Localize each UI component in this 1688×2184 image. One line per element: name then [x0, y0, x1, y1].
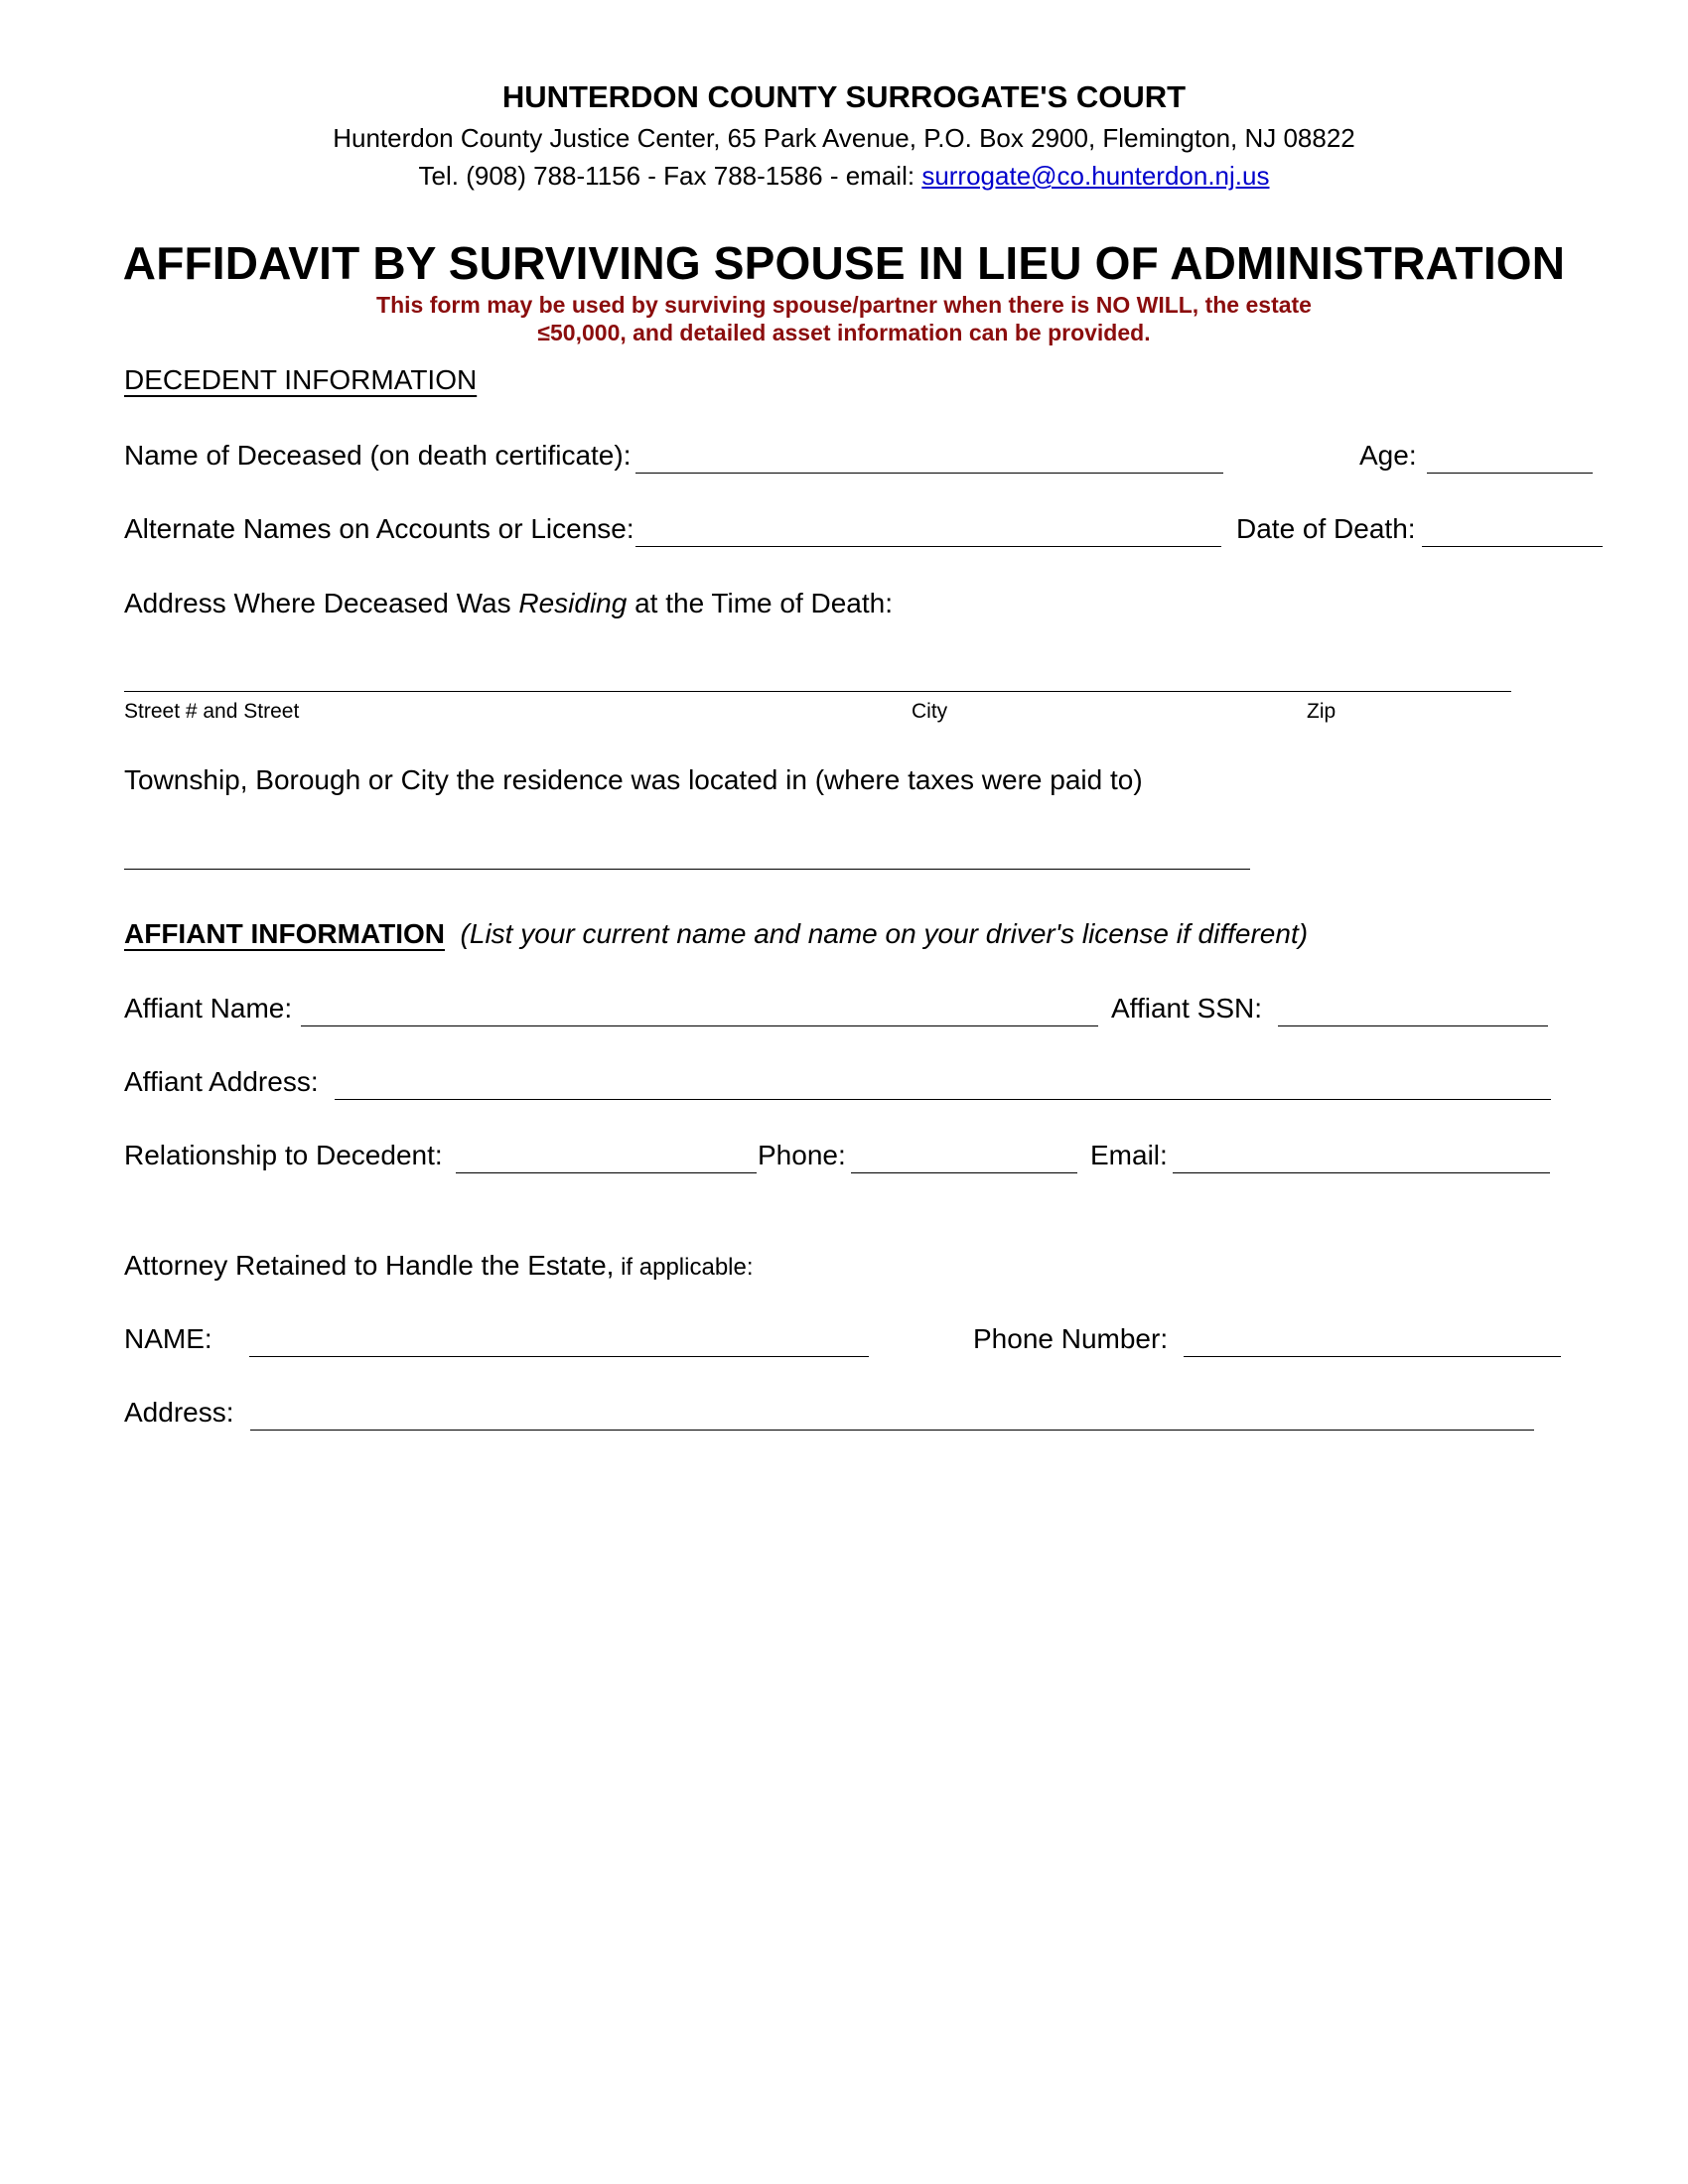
- affiant-phone-field[interactable]: [851, 1172, 1077, 1173]
- township-field[interactable]: [124, 869, 1250, 870]
- attorney-phone-label: Phone Number:: [973, 1323, 1169, 1354]
- attorney-address-label: Address:: [124, 1397, 234, 1428]
- age-field[interactable]: [1427, 473, 1593, 474]
- affiant-heading-note: (List your current name and name on your driver's license if different): [460, 918, 1309, 949]
- attorney-label: Attorney Retained to Handle the Estate, if applicable:: [124, 1250, 754, 1281]
- relationship-label: Relationship to Decedent:: [124, 1140, 443, 1170]
- city-caption: City: [912, 700, 948, 723]
- court-name: HUNTERDON COUNTY SURROGATE'S COURT: [501, 79, 1187, 114]
- affiant-heading-row: [124, 918, 1308, 950]
- attorney-address-field[interactable]: [250, 1430, 1534, 1431]
- affiant-ssn-field[interactable]: [1278, 1025, 1548, 1026]
- relationship-field[interactable]: [456, 1172, 757, 1173]
- township-label: Township, Borough or City the residence was located in (where taxes were paid to): [124, 764, 1143, 795]
- affiant-address-field[interactable]: [335, 1099, 1551, 1100]
- attorney-name-label: NAME:: [124, 1323, 212, 1354]
- deceased-name-label: Name of Deceased (on death certificate):: [124, 440, 632, 471]
- affiant-email-field[interactable]: [1173, 1172, 1550, 1173]
- alt-names-label: Alternate Names on Accounts or License:: [124, 513, 634, 544]
- court-contact: [0, 161, 1688, 192]
- affiant-name-field[interactable]: [301, 1025, 1098, 1026]
- form-note-line1: This form may be used by surviving spouse/partner when there is NO WILL, the estate: [376, 292, 1312, 318]
- deceased-name-field[interactable]: [635, 473, 1223, 474]
- age-label: Age:: [1359, 440, 1417, 471]
- contact-phone-fax: Tel. (908) 788-1156 - Fax 788-1586 - email:: [418, 161, 922, 191]
- affiant-phone-label: Phone:: [758, 1140, 846, 1170]
- residence-address-field[interactable]: [124, 691, 1511, 692]
- attorney-name-field[interactable]: [249, 1356, 869, 1357]
- decedent-heading: DECEDENT INFORMATION: [124, 364, 478, 395]
- form-title: AFFIDAVIT BY SURVIVING SPOUSE IN LIEU OF ADMINISTRATION: [122, 237, 1566, 289]
- zip-caption: Zip: [1307, 700, 1336, 723]
- court-address: Hunterdon County Justice Center, 65 Park Avenue, P.O. Box 2900, Flemington, NJ 08822: [333, 123, 1355, 153]
- email-link[interactable]: surrogate@co.hunterdon.nj.us: [921, 161, 1270, 191]
- street-caption: Street # and Street: [124, 700, 300, 723]
- affiant-email-label: Email:: [1090, 1140, 1168, 1170]
- attorney-phone-field[interactable]: [1184, 1356, 1561, 1357]
- date-of-death-field[interactable]: [1422, 546, 1603, 547]
- affiant-ssn-label: Affiant SSN:: [1111, 993, 1263, 1024]
- form-note-line2: ≤50,000, and detailed asset information can be provided.: [537, 320, 1151, 345]
- affiant-name-label: Affiant Name:: [124, 993, 293, 1024]
- affiant-address-label: Affiant Address:: [124, 1066, 319, 1097]
- affiant-heading: AFFIANT INFORMATION: [124, 918, 445, 949]
- date-of-death-label: Date of Death:: [1236, 513, 1416, 544]
- residence-address-label: Address Where Deceased Was Residing at the Time of Death:: [124, 588, 894, 618]
- alt-names-field[interactable]: [635, 546, 1221, 547]
